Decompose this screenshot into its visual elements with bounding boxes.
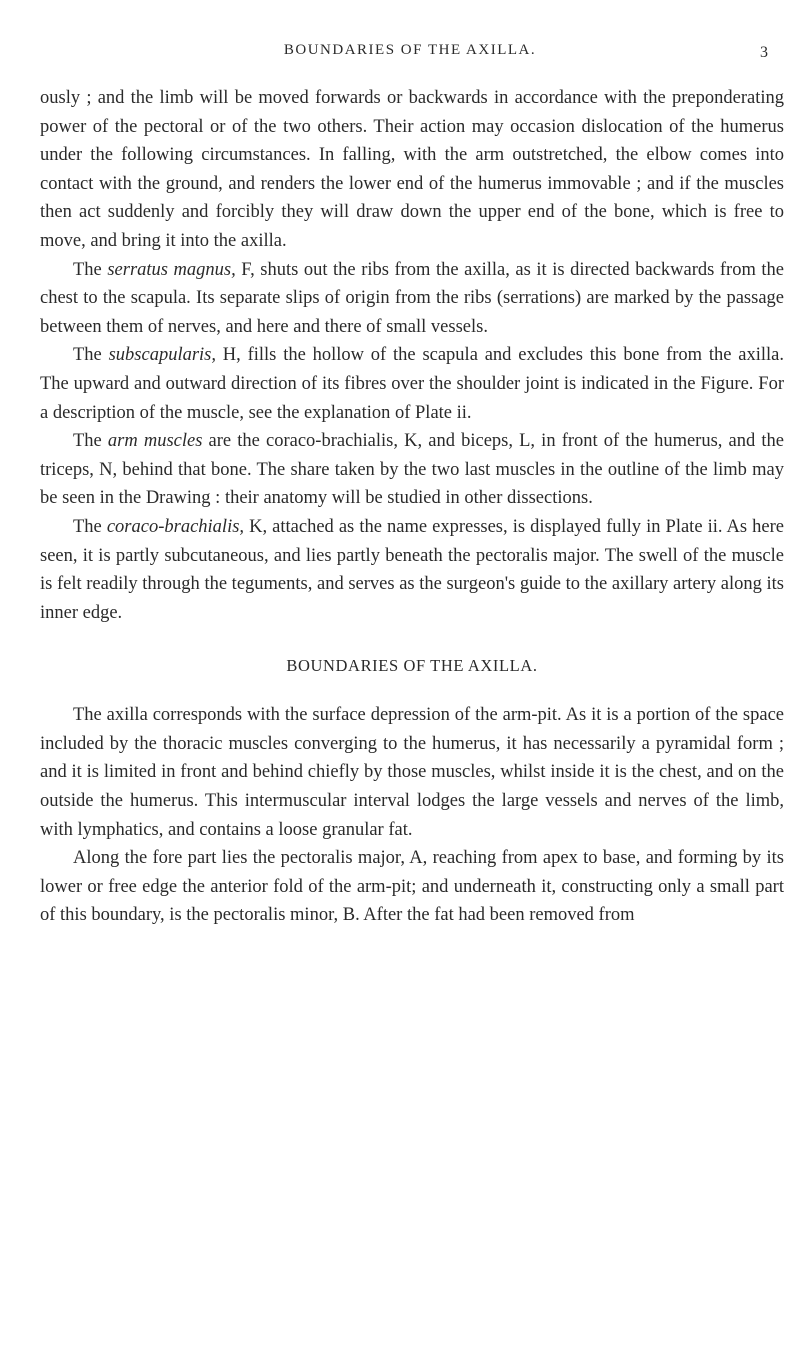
paragraph-coraco-brachialis	[40, 513, 784, 627]
muscle-term-arm-muscles: arm muscles	[107, 431, 203, 452]
paragraph-serratus-magnus	[40, 256, 784, 342]
paragraph-lead: The	[73, 259, 108, 280]
page-number: 3	[760, 44, 768, 61]
paragraph-body: K, attached as the name expresses, is displayed fully in Plate ii. As here seen, it is partly subcutaneous, and lies partly beneath the pectoralis major. The swell of the muscle is felt readily through the teguments, and serves as the surgeon's guide to the axillary artery along its inner edge.	[40, 516, 785, 623]
paragraph-fore-part: Along the fore part lies the pectoralis major, A, reaching from apex to base, and forming by its lower or free edge the anterior fold of the arm-pit; and underneath it, constructing only a small part of this boundary, is the pectoralis minor, B. After the fat had been removed from	[40, 848, 784, 926]
body-text	[40, 84, 784, 930]
paragraph-continuation: ously ; and the limb will be moved forwards or backwards in accordance with the preponderating power of the pectoral or of the two others. Their action may occasion dislocation of the humerus under the following circumstances. In falling, with the arm outstretched, the elbow comes into contact with the ground, and renders the lower end of the humerus immovable ; and if the muscles then act suddenly and forcibly they will draw down the upper end of the bone, which is free to move, and bring it into the axilla.	[40, 88, 784, 251]
muscle-term-subscapularis: subscapularis,	[108, 345, 216, 366]
paragraph-lead: The	[73, 431, 108, 452]
paragraph-axilla-form: The axilla corresponds with the surface depression of the arm-pit. As it is a portion of the space included by the thoracic muscles converging to the humerus, it has necessarily a pyramidal form ; and it is limited in front and behind chiefly by those muscles, whilst inside it is the chest, and on the outside the humerus. This intermuscular interval lodges the large vessels and nerves of the limb, with lymphatics, and contains a loose granular fat.	[40, 705, 784, 840]
paragraph-body: are the coraco-brachialis, K, and biceps, L, in front of the humerus, and the triceps, N, behind that bone. The share taken by the two last muscles in the outline of the limb may be seen in the Drawing : their anatomy will be studied in other dissections.	[40, 431, 784, 509]
running-head	[40, 42, 780, 72]
muscle-term-serratus-magnus: serratus magnus,	[107, 259, 236, 280]
paragraph-arm-muscles	[40, 427, 784, 513]
paragraph-lead: The	[73, 345, 109, 366]
running-title: BOUNDARIES OF THE AXILLA.	[283, 42, 537, 58]
paragraph-subscapularis	[40, 341, 784, 427]
paragraph-lead: The	[73, 516, 107, 537]
muscle-term-coraco-brachialis: coraco-brachialis,	[106, 516, 245, 537]
paragraph-body: F, shuts out the ribs from the axilla, as it is directed backwards from the chest to the scapula. Its separate slips of origin from the ribs (serrations) are marked by the passage between them of nerves, and here and there of small vessels.	[40, 259, 785, 337]
paragraph-body: H, fills the hollow of the scapula and excludes this bone from the axilla. The upward and outward direction of its fibres over the shoulder joint is indicated in the Figure. For a description of the muscle, see the explanation of Plate ii.	[40, 345, 784, 423]
section-heading: BOUNDARIES OF THE AXILLA.	[286, 656, 538, 676]
